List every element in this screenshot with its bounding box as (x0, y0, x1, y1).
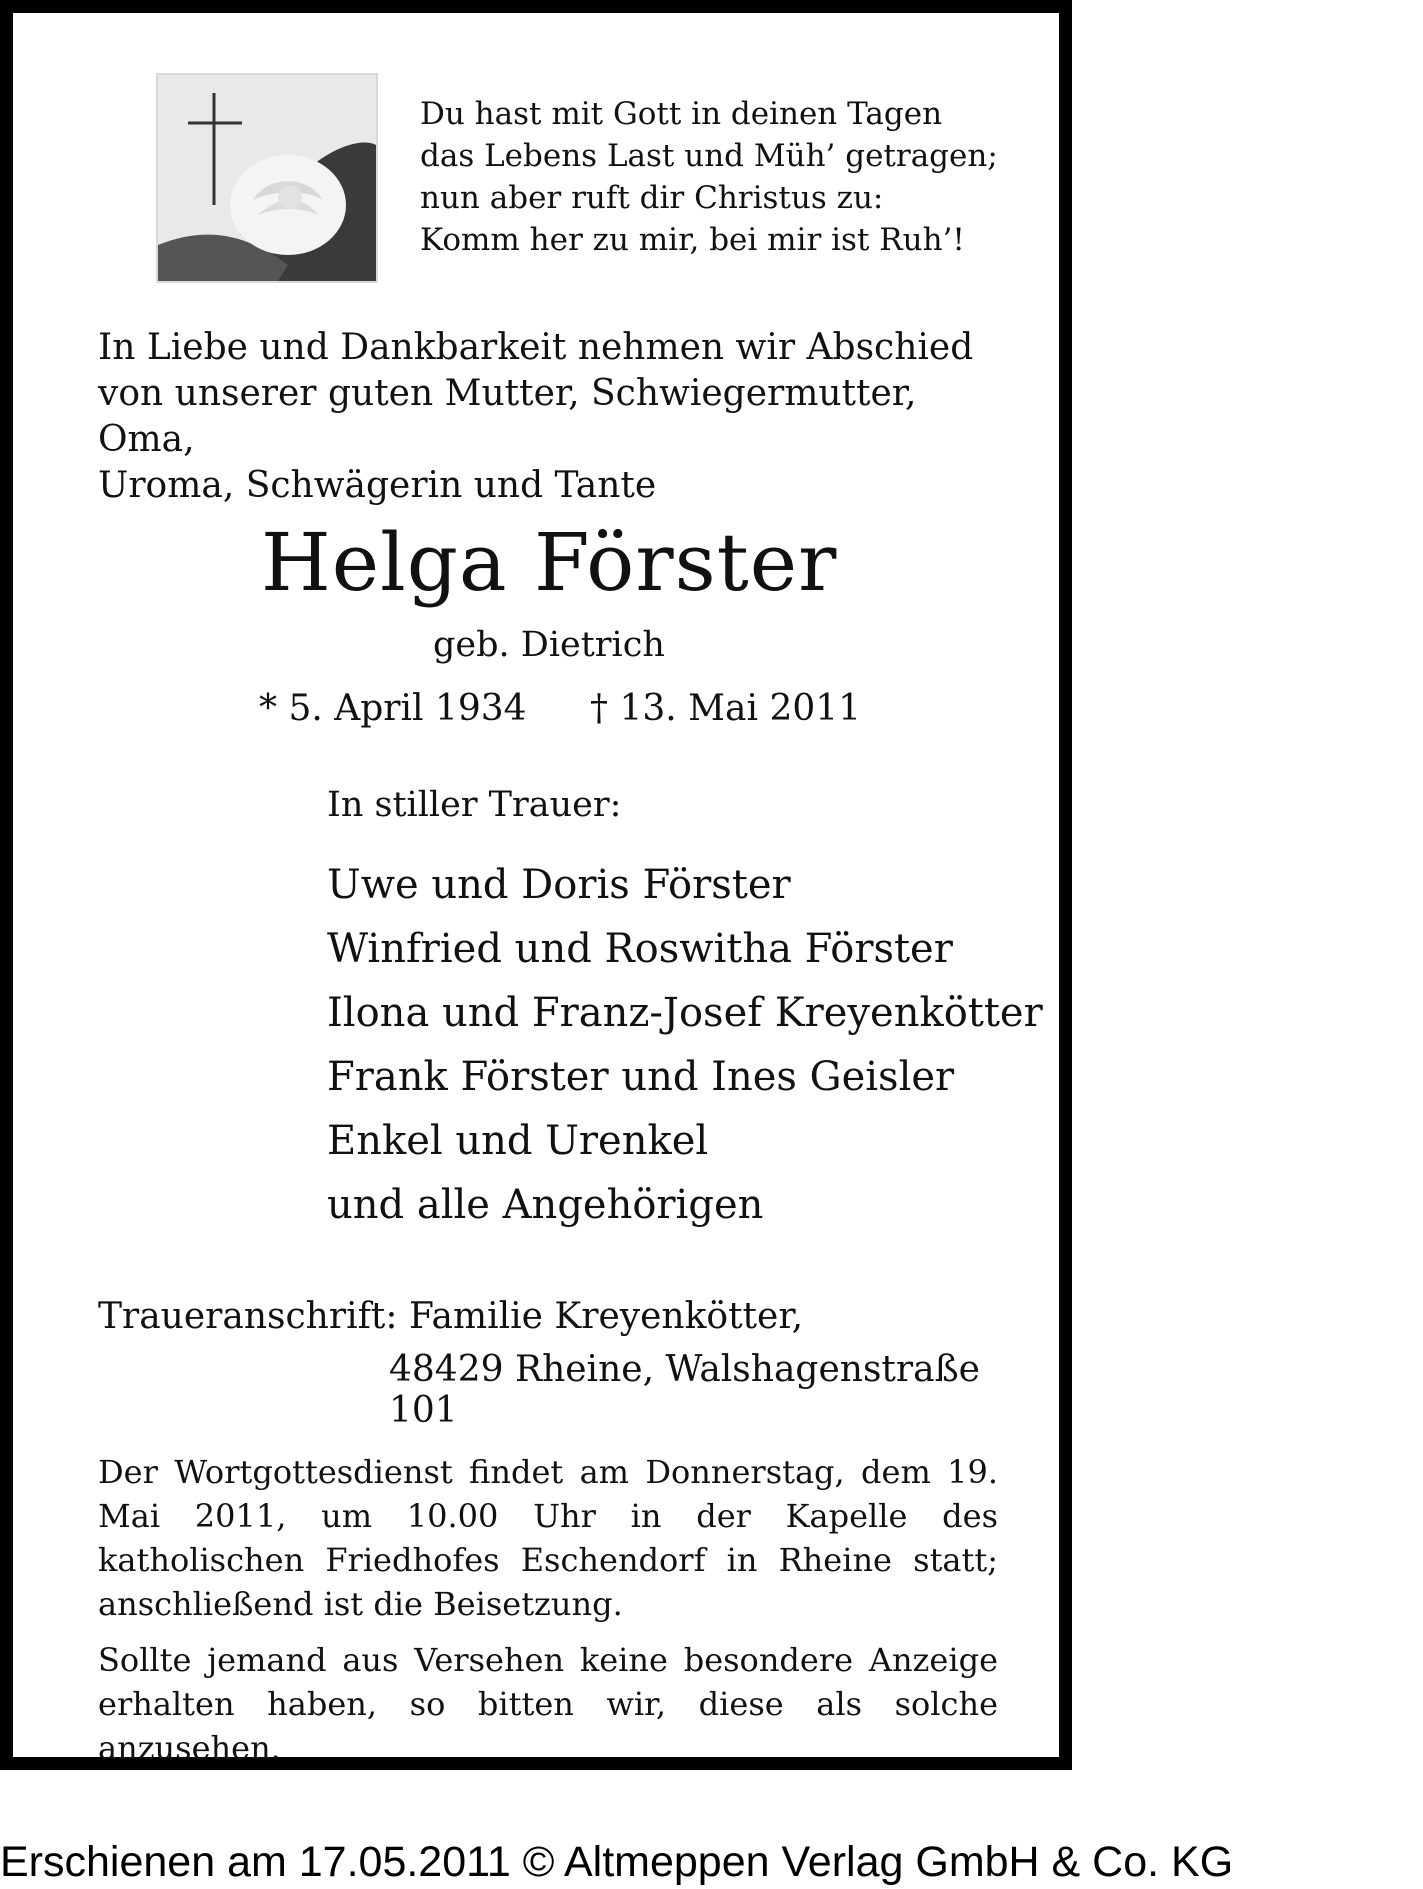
cross-rose-image (156, 73, 378, 283)
poem-line: Du hast mit Gott in deinen Tagen (420, 96, 943, 132)
deceased-name: Helga Förster (261, 516, 838, 609)
mourning-heading: In stiller Trauer: (327, 785, 622, 825)
notice-text: Sollte jemand aus Versehen keine besondere Anzeige erhalten haben, so bitten wir, diese als solche anzusehen. (98, 1641, 998, 1767)
service-info: Der Wortgottesdienst findet am Donnerstag, dem 19. Mai 2011, um 10.00 Uhr in der Kapelle des katholischen Friedhofes Eschendorf in Rheine statt; anschließend ist die Beisetzung. (98, 1453, 998, 1623)
intro-text (98, 325, 998, 509)
intro-line: In Liebe und Dankbarkeit nehmen wir Abschied (98, 327, 974, 368)
poem-line: das Lebens Last und Müh’ getragen; (420, 138, 998, 174)
mourner-entry: Winfried und Roswitha Förster (327, 926, 953, 972)
maiden-name: geb. Dietrich (433, 625, 665, 665)
intro-line: von unserer guten Mutter, Schwiegermutter, Oma, (98, 373, 917, 460)
mourner-entry: Frank Förster und Ines Geisler (327, 1054, 955, 1100)
cross-rose-icon (158, 75, 376, 281)
publication-footer: Erschienen am 17.05.2011 © Altmeppen Verlag GmbH & Co. KG (0, 1838, 1234, 1886)
mourning-address-line-2: 48429 Rheine, Walshagenstraße 101 (389, 1349, 980, 1431)
poem-line: nun aber ruft dir Christus zu: (420, 180, 884, 216)
birth-date: * 5. April 1934 (259, 688, 527, 729)
poem (420, 93, 998, 261)
death-date: † 13. Mai 2011 (590, 688, 862, 729)
life-dates (259, 688, 861, 729)
mourner-entry: Uwe und Doris Förster (327, 862, 791, 908)
mourner-entry: Ilona und Franz-Josef Kreyenkötter (327, 990, 1043, 1036)
intro-line: Uroma, Schwägerin und Tante (98, 465, 657, 506)
poem-line: Komm her zu mir, bei mir ist Ruh’! (420, 222, 965, 258)
mourning-address-line-1: Traueranschrift: Familie Kreyenkötter, (98, 1296, 804, 1337)
mourner-entry: und alle Angehörigen (327, 1182, 764, 1228)
mourners-list (327, 853, 1043, 1237)
mourner-entry: Enkel und Urenkel (327, 1118, 709, 1164)
